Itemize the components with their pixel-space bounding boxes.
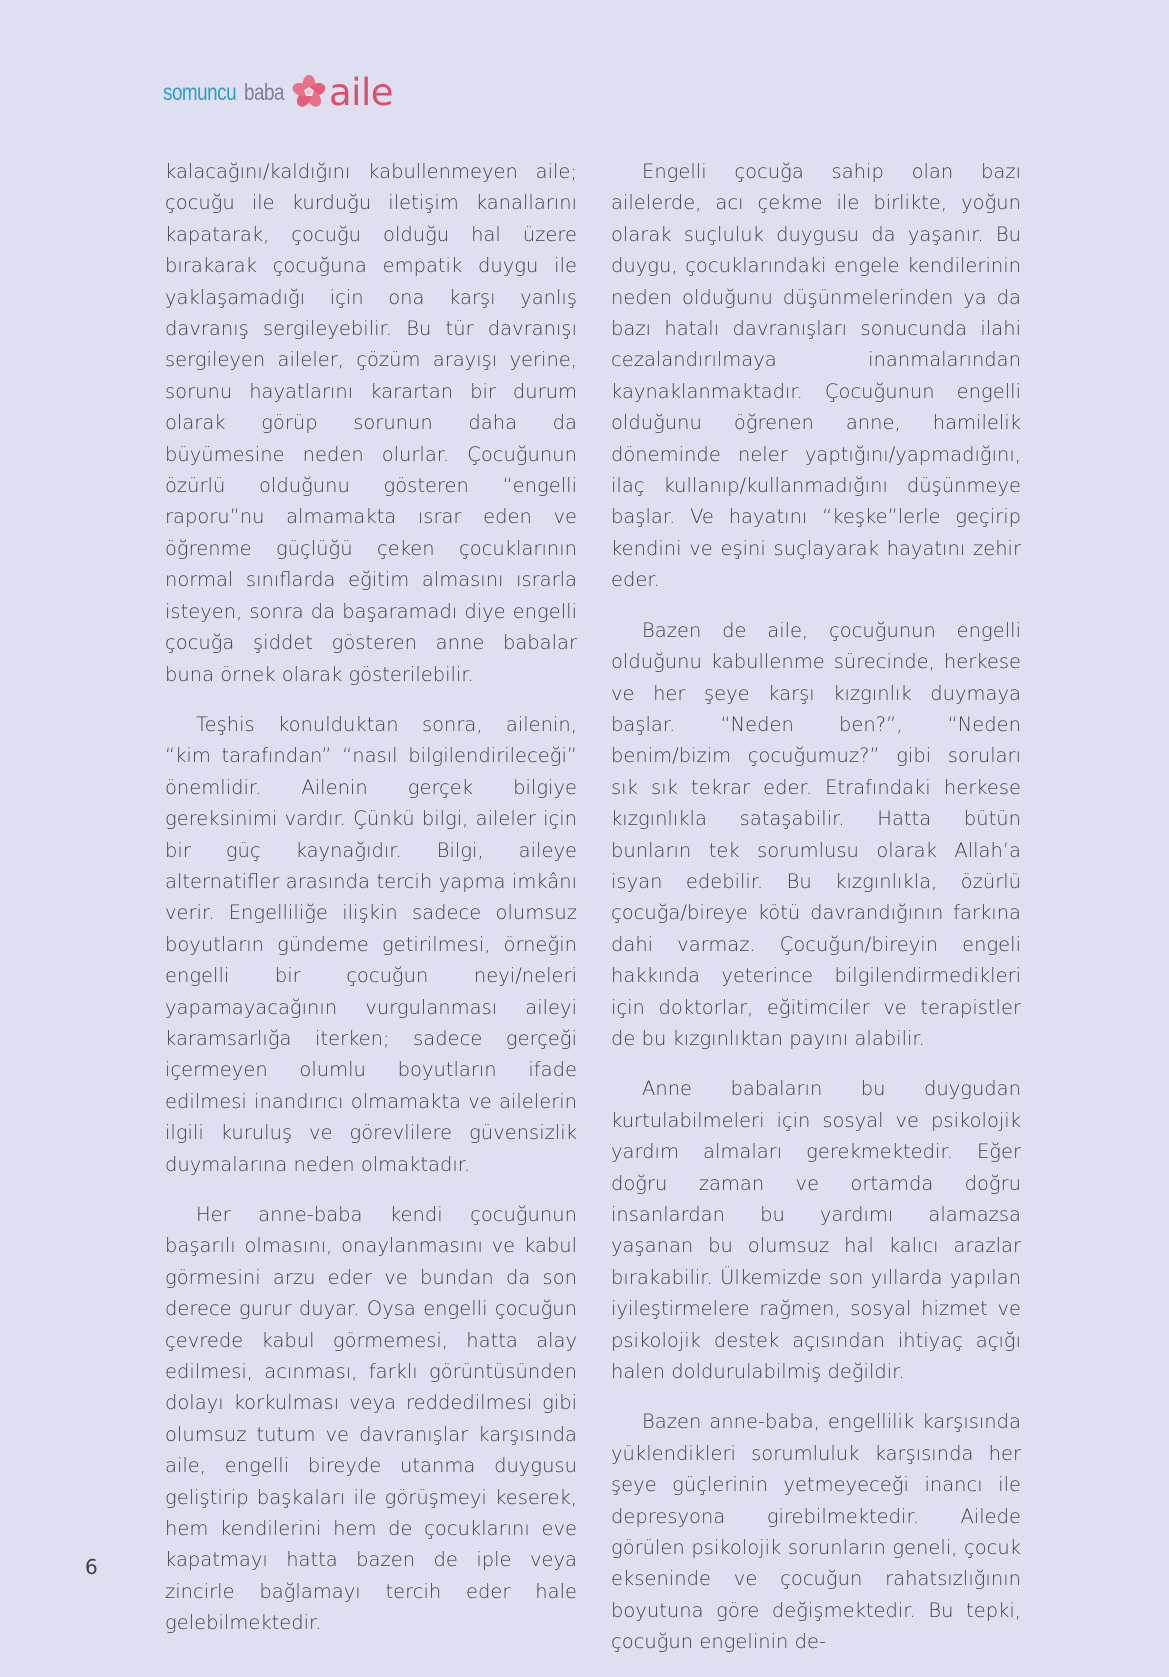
flower-logo-icon <box>291 74 327 110</box>
left-paragraph-1: kalacağını/kaldığını kabullenmeyen aile; çocuğu ile kurduğu iletişim kanallarını kapatarak, çocuğu olduğu hal üzere bırakarak çocuğuna empatik duygu ile yaklaşamadığı için ona karşı yanlış davranış sergileyebilir. Bu tür davranışı sergileyen aileler, çözüm arayışı yerine, sorunu hayatlarını karartan bir durum olarak görüp sorunun daha da büyümesine neden olurlar. Çocuğunun özürlü olduğunu gösteren “engelli raporu”nu almamakta ısrar eden ve öğrenme güçlüğü çeken çocuklarının normal sınıflarda eğitim almasını ısrarla isteyen, sonra da başaramadı diye engelli çocuğa şiddet gösteren anne babalar buna örnek olarak gösterilebilir. <box>165 160 577 686</box>
page-number: 6 <box>85 1555 98 1579</box>
logo-baba-text: baba <box>244 78 285 105</box>
logo-aile-text: aile <box>329 70 393 114</box>
left-column <box>165 156 577 1658</box>
right-paragraph-3: Anne babaların bu duygudan kurtulabilmeleri için sosyal ve psikolojik yardım almaları gerekmektedir. Eğer doğru zaman ve ortamda doğru insanlardan bu yardımı alamazsa yaşanan bu olumsuz hal kalıcı arazlar bırakabilir. Ülkemizde son yıllarda yapılan iyileştirmelere rağmen, sosyal hizmet ve psikolojik destek açısından ihtiyaç açığı halen doldurulabilmiş değildir. <box>611 1077 1021 1384</box>
left-paragraph-3: Her anne-baba kendi çocuğunun başarılı olmasını, onaylanmasını ve kabul görmesini arzu eder ve bundan da son derece gurur duyar. Oysa engelli çocuğun çevrede kabul görmemesi, hatta alay edilmesi, acınması, farklı görüntüsünden dolayı korkulması veya reddedilmesi gibi olumsuz tutum ve davranışlar karşısında aile, engelli bireyde utanma duygusu geliştirip başkaları ile görüşmeyi keserek, hem kendilerini hem de çocuklarını eve kapatmayı hatta bazen de iple veya zincirle bağlamayı tercih eder hale gelebilmektedir. <box>165 1203 577 1635</box>
right-paragraph-4: Bazen anne-baba, engellilik karşısında yüklendikleri sorumluluk karşısında her şeye güçlerinin yetmeyeceği inancı ile depresyona girebilmektedir. Ailede görülen psikolojik sorunların geneli, çocuk ekseninde ve çocuğun rahatsızlığının boyutuna göre değişmektedir. Bu tepki, çocuğun engelinin de- <box>611 1410 1021 1654</box>
right-paragraph-2: Bazen de aile, çocuğunun engelli olduğunu kabullenme sürecinde, herkese ve her şeye karşı kızgınlık duymaya başlar. “Neden ben?”, “Neden benim/bizim çocuğumuz?” gibi soruları sık sık tekrar eder. Etrafındaki herkese kızgınlıkla sataşabilir. Hatta bütün bunların tek sorumlusu olarak Allah’a isyan edebilir. Bu kızgınlıkla, özürlü çocuğa/bireye kötü davrandığının farkına dahi varmaz. Çocuğun/bireyin engeli hakkında yeterince bilgilendirmedikleri için doktorlar, eğitimciler ve terapistler de bu kızgınlıktan payını alabilir. <box>611 618 1021 1050</box>
magazine-logo <box>163 72 393 112</box>
left-paragraph-2: Teşhis konulduktan sonra, ailenin, “kim tarafından” “nasıl bilgilendirileceği” önemlidir. Ailenin gerçek bilgiye gereksinimi vardır. Çünkü bilgi, aileler için bir güç kaynağıdır. Bilgi, aileye alternatifler arasında tercih yapma imkânı verir. Engelliliğe ilişkin sadece olumsuz boyutların gündeme getirilmesi, örneğin engelli bir çocuğun neyi/neleri yapamayacağının vurgulanması aileyi karamsarlığa iterken; sadece gerçeği içermeyen olumlu boyutların ifade edilmesi inandırıcı olmamakta ve ailelerin ilgili kuruluş ve görevlilere güvensizlik duymalarına neden olmaktadır. <box>165 712 577 1176</box>
logo-somuncu-text: somuncu <box>163 78 237 105</box>
right-paragraph-1: Engelli çocuğa sahip olan bazı ailelerde, acı çekme ile birlikte, yoğun olarak suçluluk duygusu da yaşanır. Bu duygu, çocuklarındaki engele kendilerinin neden olduğunu düşünmelerinden ya da bazı hatalı davranışları sonucunda ilahi cezalandırılmaya inanmalarından kaynaklanmaktadır. Çocuğunun engelli olduğunu öğrenen anne, hamilelik döneminde neler yaptığını/yapmadığını, ilaç kullanıp/kullanmadığını düşünmeye başlar. Ve hayatını “keşke”lerle geçirip kendini ve eşini suçlayarak hayatını zehir eder. <box>611 160 1021 592</box>
right-column <box>611 156 1021 1677</box>
